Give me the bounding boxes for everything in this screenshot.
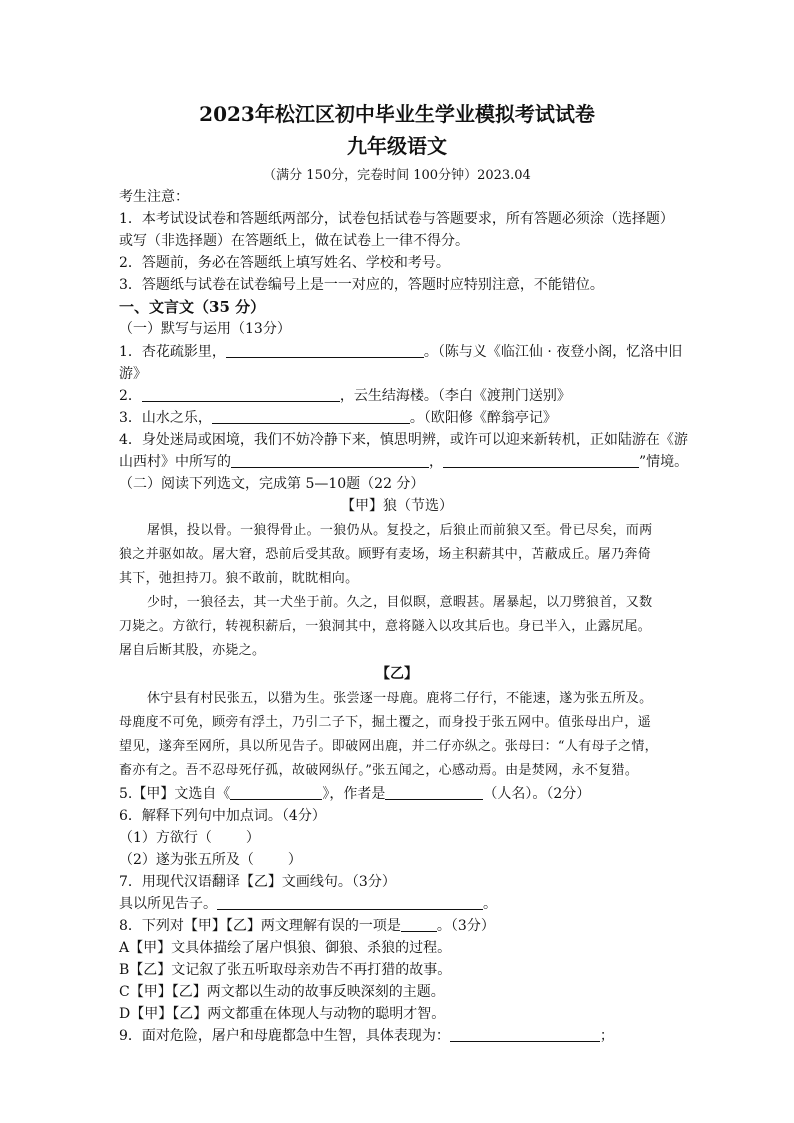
answer-blank[interactable] xyxy=(231,453,429,468)
notice-line-2: 2．答题前，务必在答题纸上填写姓名、学校和考号。 xyxy=(119,255,450,271)
part2-heading: （二）阅读下列选文，完成第 5—10题（22 分） xyxy=(119,476,425,492)
passage-jia-line: 屠自后断其股，亦毙之。 xyxy=(119,643,266,658)
answer-blank[interactable] xyxy=(385,785,483,800)
q6-2-prefix: （2）遂为张五所及（ xyxy=(119,852,254,868)
passage-yi-line: 休宁县有村民张五，以猎为生。张尝逐一母鹿。鹿将二仔行，不能速，遂为张五所及。 xyxy=(147,691,653,706)
q8-suffix: 。（3分） xyxy=(436,918,495,934)
answer-blank[interactable] xyxy=(230,785,322,800)
q4-suffix: ”情境。 xyxy=(639,454,689,470)
question-6-2 xyxy=(119,849,302,869)
question-4b xyxy=(119,451,688,471)
option-c: C【甲】【乙】两文都以生动的故事反映深刻的主题。 xyxy=(119,984,445,1000)
q2-suffix: ，云生结海楼。（李白《渡荆门送别》 xyxy=(339,388,571,404)
answer-blank[interactable] xyxy=(450,1027,600,1042)
question-6-1 xyxy=(119,827,260,847)
passage-yi-line: 母鹿度不可免，顾旁有浮土，乃引二子下，掘土覆之，而身投于张五网中。值张母出户，遥 xyxy=(119,715,652,730)
q3-suffix: 。（欧阳修《醉翁亭记》 xyxy=(409,410,557,426)
notice-line-1b: 或写（非选择题）在答题纸上，做在试卷上一律不得分。 xyxy=(119,233,469,249)
answer-blank[interactable] xyxy=(401,917,437,932)
answer-blank[interactable] xyxy=(142,387,340,402)
q1-prefix: 1．杏花疏影里， xyxy=(119,344,226,360)
passage-yi-line: 畜亦有之。吾不忍母死仔孤，故破网纵仔。”张五闻之，心感动焉。由是焚网，永不复猎。 xyxy=(119,763,639,778)
answer-blank[interactable] xyxy=(217,895,483,910)
option-d: D【甲】【乙】两文都重在体现人与动物的聪明才智。 xyxy=(119,1006,446,1022)
question-5 xyxy=(119,783,590,803)
passage-jia-title: 【甲】狼（节选） xyxy=(341,498,453,514)
section-heading: 一、文言文（35 分） xyxy=(119,298,266,316)
question-4a: 4．身处迷局或困境，我们不妨冷静下来，慎思明辨，或许可以迎来新转机，正如陆游在《游 xyxy=(119,432,688,448)
question-8 xyxy=(119,915,495,935)
option-b: B【乙】文记叙了张五听取母亲劝告不再打猎的故事。 xyxy=(119,962,452,978)
q8-prefix: 8．下列对【甲】【乙】两文理解有误的一项是 xyxy=(119,918,401,934)
question-1 xyxy=(119,341,682,361)
q2-prefix: 2． xyxy=(119,388,142,404)
exam-note: （满分 150分，完卷时间 100分钟）2023.04 xyxy=(263,168,531,183)
question-6: 6．解释下列句中加点词。（4分） xyxy=(119,808,326,824)
passage-jia-line: 屠惧，投以骨。一狼得骨止。一狼仍从。复投之，后狼止而前狼又至。骨已尽矣，而两 xyxy=(147,523,653,538)
question-7: 7．用现代汉语翻译【乙】文画线句。（3分） xyxy=(119,874,396,890)
passage-jia-line: 少时，一狼径去，其一犬坐于前。久之，目似瞑，意暇甚。屠暴起，以刀劈狼首，又数 xyxy=(147,595,653,610)
passage-jia-line: 刀毙之。方欲行，转视积薪后，一狼洞其中，意将隧入以攻其后也。身已半入，止露尻尾。 xyxy=(119,619,652,634)
passage-jia-line: 其下，弛担持刀。狼不敢前，眈眈相向。 xyxy=(119,571,359,586)
option-a: A【甲】文具体描绘了屠户惧狼、御狼、杀狼的过程。 xyxy=(119,940,452,956)
question-7-line xyxy=(119,893,497,913)
q9-prefix: 9．面对危险，屠户和母鹿都急中生智，具体表现为： xyxy=(119,1028,450,1044)
passage-jia-line: 狼之并驱如故。屠大窘，恐前后受其敌。顾野有麦场，场主积薪其中，苫蔽成丘。屠乃奔倚 xyxy=(119,547,652,562)
notice-heading: 考生注意： xyxy=(119,189,189,205)
passage-yi-title: 【乙】 xyxy=(376,666,418,682)
q5-mid: 》，作者是 xyxy=(322,786,386,802)
q6-2-suffix: ） xyxy=(287,852,302,868)
q4-comma: ， xyxy=(429,454,443,470)
q6-1-prefix: （1）方欲行（ xyxy=(119,830,212,846)
q5-suffix: （人名）。（2分） xyxy=(483,786,591,802)
question-9 xyxy=(119,1025,614,1045)
notice-line-3: 3．答题纸与试卷在试卷编号上是一一对应的，答题时应特别注意，不能错位。 xyxy=(119,277,604,293)
passage-yi-line: 望见，遂奔至网所，具以所见告子。即破网出鹿，并二仔亦纵之。张母曰：“人有母子之情， xyxy=(119,739,658,754)
q9-suffix: ； xyxy=(599,1028,614,1044)
notice-line-1a: 1．本考试设试卷和答题纸两部分，试卷包括试卷与答题要求，所有答题必须涂（选择题） xyxy=(119,211,674,227)
exam-title: 2023年松江区初中毕业生学业模拟考试试卷 xyxy=(199,102,595,126)
part1-heading: （一）默写与运用（13分） xyxy=(119,321,291,337)
q5-prefix: 5.【甲】文选自《 xyxy=(119,786,231,802)
q7-sentence: 具以所见告子。 xyxy=(119,896,217,912)
question-1-cont: 游》 xyxy=(119,366,147,382)
question-2 xyxy=(119,385,571,405)
q3-prefix: 3．山水之乐， xyxy=(119,410,212,426)
q6-1-suffix: ） xyxy=(245,830,260,846)
q1-suffix: 。（陈与义《临江仙 · 夜登小阁，忆洛中旧 xyxy=(423,344,683,360)
exam-subtitle: 九年级语文 xyxy=(347,134,447,158)
q7-suffix: 。 xyxy=(483,896,497,912)
q4-prefix: 山西村》中所写的 xyxy=(119,454,231,470)
answer-blank[interactable] xyxy=(443,453,639,468)
answer-blank[interactable] xyxy=(212,409,410,424)
answer-blank[interactable] xyxy=(226,343,424,358)
question-3 xyxy=(119,407,557,427)
